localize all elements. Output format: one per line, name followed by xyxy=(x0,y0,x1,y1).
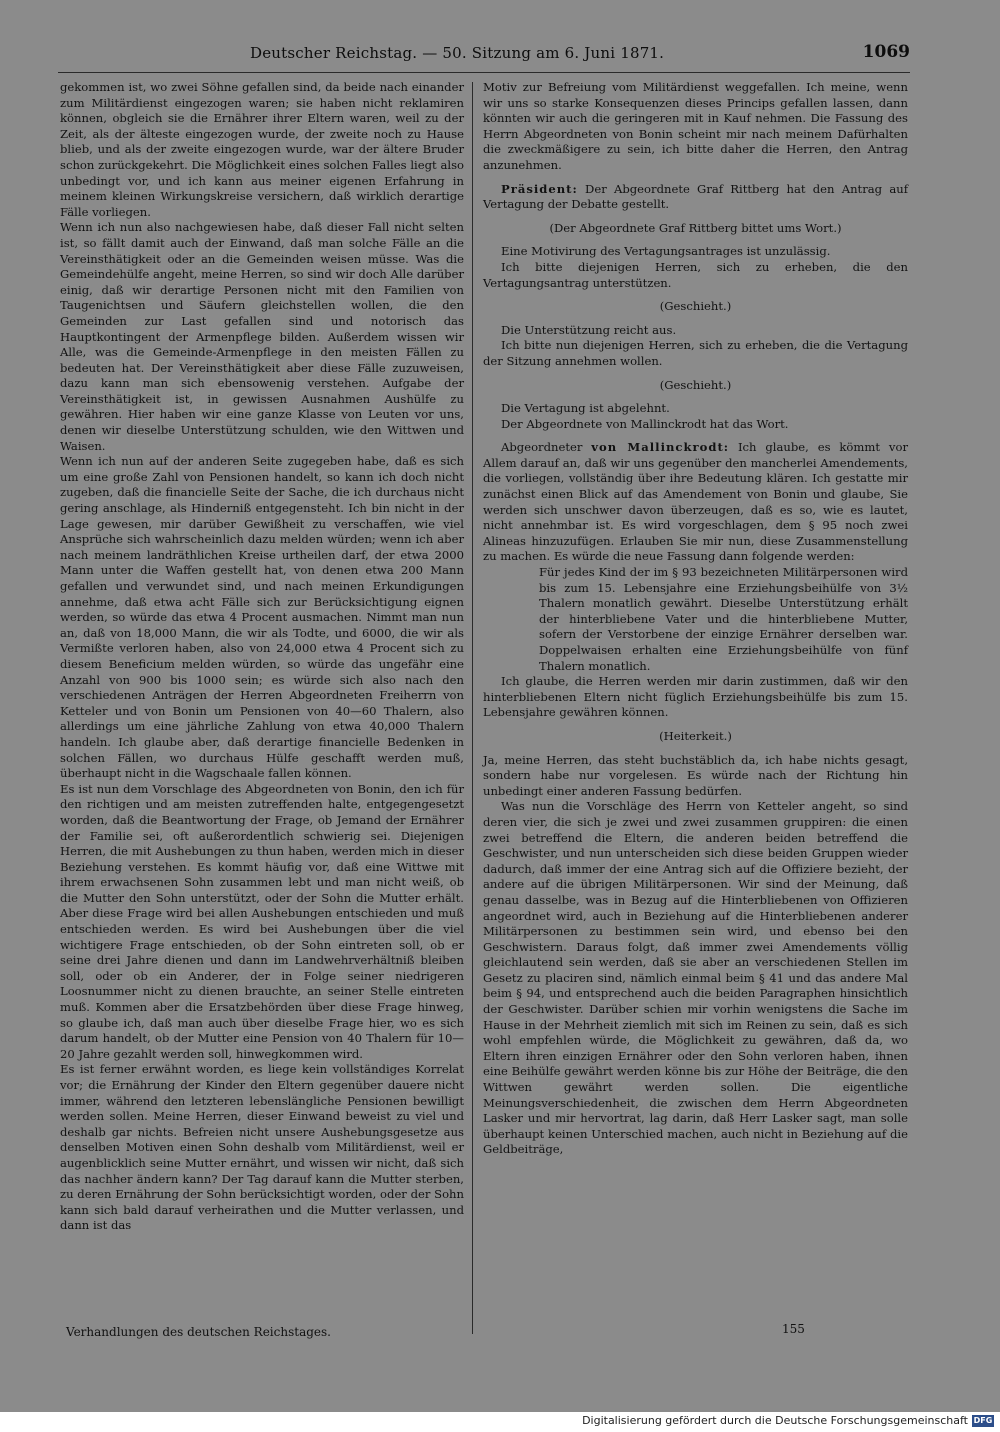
page-header xyxy=(58,42,910,66)
credit-bar xyxy=(0,1412,1000,1432)
speaker-label: Präsident: xyxy=(501,181,578,196)
paragraph: Was nun die Vorschläge des Herrn von Ketteler angeht, so sind deren vier, die sich je zwei und zwei zusammen gruppiren: die einen zwei betreffend die Eltern, die anderen beiden betreffend die Geschwister, und nun unterscheiden sich diese beiden Gruppen wieder dadurch, daß immer der eine Antrag sich auf die Offiziere bezieht, der andere auf die übrigen Militärpersonen. Wir sind der Meinung, daß genau dasselbe, was in Bezug auf die Hinterbliebenen von Offizieren angeordnet wird, auch in Beziehung auf die Hinterbliebenen anderer Militärpersonen zu bestimmen sein wird, und ebenso bei den Geschwistern. Daraus folgt, daß immer zwei Amendements völlig gleichlautend sein werden, daß sie aber an verschiedenen Stellen im Gesetz zu placiren sind, nämlich einmal beim § 41 und das andere Mal beim § 94, und entsprechend auch die beiden Paragraphen hinsichtlich der Geschwister. Darüber schien mir vorhin wenigstens die Sache im Hause in der Mehrheit ziemlich mit sich im Reinen zu sein, daß es sich wohl empfehlen würde, die Möglichkeit zu gewähren, daß da, wo Eltern ihren einzigen Ernährer oder den Sohn verloren haben, ihnen eine Beihülfe gewährt werden könne bis zur Höhe der Beiträge, die den Wittwen gewährt werden sollen. Die eigentliche Meinungsverschiedenheit, die zwischen dem Herrn Abgeordneten Lasker und mir hervortrat, lag darin, daß Herr Lasker sagt, man solle überhaupt keinen Unterschied machen, auch nicht in Beziehung auf die Geldbeiträge, xyxy=(483,799,908,1157)
credit-text: Digitalisierung gefördert durch die Deutsche Forschungsgemeinschaft xyxy=(582,1414,968,1427)
paragraph: Ja, meine Herren, das steht buchstäblich da, ich habe nichts gesagt, sondern habe nur vorgelesen. Es würde nach der Richtung hin unbedingt einer anderen Fassung bedürfen. xyxy=(483,752,908,798)
quoted-amendment: Für jedes Kind der im § 93 bezeichneten Militärpersonen wird bis zum 15. Lebensjahre eine Erziehungsbeihülfe von 3½ Thalern monatlich gewährt. Dieselbe Unterstützung erhält der hinterbliebene Vater und die hinterbliebene Mutter, sofern der Verstorbene der einzige Ernährer derselben war. Doppelwaisen erhalten eine Erziehungsbeihülfe von fünf Thalern monatlich. xyxy=(539,565,908,673)
stage-direction: (Der Abgeordnete Graf Rittberg bittet ums Wort.) xyxy=(549,220,842,235)
column-divider xyxy=(472,82,473,1334)
page-number: 1069 xyxy=(862,42,910,62)
paragraph: Die Unterstützung reicht aus. xyxy=(501,322,677,337)
stage-direction: (Geschieht.) xyxy=(659,377,732,392)
speaker-name: von Mallinckrodt: xyxy=(591,440,730,455)
paragraph: Der Abgeordnete von Mallinckrodt hat das Wort. xyxy=(501,416,789,431)
paragraph: Wenn ich nun also nachgewiesen habe, daß dieser Fall nicht selten ist, so fällt damit auch der Einwand, daß man solche Fälle an die Vereinsthätigkeit oder an die Gemeinden weisen müsse. Was die Gemeindehülfe angeht, meine Herren, so sind wir doch Alle darüber einig, daß wir derartige Personen nicht mit den Familien von Taugenichtsen und Säufern gleichstellen wollen, die den Gemeinden zur Last gefallen sind und notorisch das Hauptkontingent der Armenpflege bilden. Außerdem wissen wir Alle, was die Gemeinde-Armenpflege in den meisten Fällen zu bedeuten hat. Der Vereinsthätigkeit aber diese Fälle zuzuweisen, dazu kann man sich ebensowenig verstehen. Aufgabe der Vereinsthätigkeit ist, in gewissen Ausnahmen Aushülfe zu gewähren. Hier haben wir eine ganze Klasse von Leuten vor uns, denen wir dieselbe Unterstützung schulden, wie den Wittwen und Waisen. xyxy=(60,220,464,453)
paragraph: Ich bitte nun diejenigen Herren, sich zu erheben, die die Vertagung der Sitzung annehmen wollen. xyxy=(483,338,908,368)
paragraph: Wenn ich nun auf der anderen Seite zugegeben habe, daß es sich um eine große Zahl von Pensionen handelt, so kann ich doch nicht zugeben, daß die financielle Seite der Sache, die ich durchaus nicht gering anschlage, als Hinderniß entgegensteht. Ich bin nicht in der Lage gewesen, mir darüber Gewißheit zu verschaffen, wie viel Ansprüche sich wahrscheinlich dazu melden würden; wenn ich aber nach meinem landräthlichen Kreise urtheilen darf, der etwa 2000 Mann unter die Waffen gestellt hat, von denen etwa 200 Mann gefallen und verwundet sind, und nach meinen Erkundigungen annehme, daß etwa acht Fälle sich zur Berücksichtigung eignen werden, so würde das etwa 4 Procent ausmachen. Nimmt man nun an, daß von 18,000 Mann, die wir als Todte, und 6000, die wir als Vermißte verloren haben, also von 24,000 etwa 4 Procent sich zu diesem Beneficium melden würden, so würde das ungefähr eine Anzahl von 900 bis 1000 sein; es würde sich also nach den verschiedenen Anträgen der Herren Abgeordneten Freiherrn von Ketteler und von Bonin um Pensionen von 40—60 Thalern, also allerdings um eine jährliche Zahlung von etwa 40,000 Thalern handeln. Ich glaube aber, daß derartige financielle Bedenken in solchen Fällen, wo durchaus Hülfe geschafft werden muß, überhaupt nicht in die Wagschaale fallen können. xyxy=(60,454,464,781)
paragraph: Die Vertagung ist abgelehnt. xyxy=(501,401,670,416)
paragraph: Ich glaube, die Herren werden mir darin zustimmen, daß wir den hinterbliebenen Eltern nicht füglich Erziehungsbeihülfe bis zum 15. Lebensjahre gewähren können. xyxy=(483,674,908,720)
paragraph: Es ist nun dem Vorschlage des Abgeordneten von Bonin, den ich für den richtigen und am meisten zutreffenden halte, entgegengesetzt worden, daß die Beantwortung der Frage, ob Jemand der Ernährer der Familie sei, oft außerordentlich schwierig sei. Diejenigen Herren, die mit Aushebungen zu thun haben, werden mich in dieser Beziehung verstehen. Es kommt häufig vor, daß eine Wittwe mit ihrem erwachsenen Sohn zusammen lebt und man nicht weiß, ob die Mutter den Sohn unterstützt, oder der Sohn die Mutter erhält. Aber diese Frage wird bei allen Aushebungen entschieden und muß entschieden werden. Es wird bei Aushebungen über die viel wichtigere Frage entschieden, ob der Sohn eintreten soll, ob er seine drei Jahre dienen und dann im Landwehrverhältniß bleiben soll, oder ob ein Anderer, der in Folge seiner niedrigeren Loosnummer nicht zu dienen brauchte, an seiner Stelle eintreten muß. Kommen aber die Ersatzbehörden über diese Frage hinweg, so glaube ich, daß man auch über dieselbe Frage hier, wo es sich darum handelt, ob der Mutter eine Pension von 40 Thalern für 10—20 Jahre gezahlt werden soll, hinwegkommen wird. xyxy=(60,781,464,1061)
dfg-logo-icon: DFG xyxy=(973,1416,993,1425)
paragraph: Motiv zur Befreiung vom Militärdienst weggefallen. Ich meine, wenn wir uns so starke Konsequenzen dieses Princips gefallen lassen, dann könnten wir auch die geringeren mit in Kauf nehmen. Die Fassung des Herrn Abgeordneten von Bonin scheint mir nach meinem Dafürhalten die zweckmäßigere zu sein, ich bitte daher die Herren, den Antrag anzunehmen. xyxy=(483,80,908,172)
paragraph: gekommen ist, wo zwei Söhne gefallen sind, da beide nach einander zum Militärdienst eingezogen waren; sie haben nicht reklamiren können, obgleich sie die Ernährer ihrer Eltern waren, weil zu der Zeit, als der älteste eingezogen wurde, der zweite noch zu Hause blieb, und als der zweite eingezogen wurde, war der ältere Bruder schon zurückgekehrt. Die Möglichkeit eines solchen Falles liegt also unbedingt vor, und ich kann aus meiner eigenen Erfahrung in meinem kleinen Wirkungskreise versichern, daß wirklich derartige Fälle vorliegen. xyxy=(60,80,464,219)
right-column xyxy=(483,80,908,1158)
header-rule xyxy=(58,72,910,73)
left-column xyxy=(60,80,464,1234)
journal-footer: Verhandlungen des deutschen Reichstages. xyxy=(66,1325,331,1339)
paragraph: Es ist ferner erwähnt worden, es liege kein vollständiges Korrelat vor; die Ernährung der Kinder den Eltern gegenüber dauere nicht immer, während den letzteren lebenslängliche Pensionen bewilligt werden sollen. Meine Herren, dieser Einwand beweist zu viel und deshalb gar nichts. Befreien nicht unsere Aushebungsgesetze aus denselben Motiven einen Sohn deshalb vom Militärdienst, weil er augenblicklich seine Mutter ernährt, und wissen wir nicht, daß sich das nachher ändern kann? Der Tag darauf kann die Mutter sterben, zu deren Ernährung der Sohn berücksichtigt worden, oder der Sohn kann sich bald darauf verheirathen und die Mutter verlassen, und dann ist das xyxy=(60,1062,464,1233)
running-title: Deutscher Reichstag. — 50. Sitzung am 6. Juni 1871. xyxy=(250,44,665,62)
stage-direction: (Geschieht.) xyxy=(659,299,732,314)
speaker-paragraph xyxy=(483,440,908,565)
president-paragraph xyxy=(483,182,908,213)
stage-direction: (Heiterkeit.) xyxy=(659,728,732,743)
paragraph: Ich bitte diejenigen Herren, sich zu erheben, die den Vertagungsantrag unterstützen. xyxy=(483,259,908,290)
paragraph-text: Der Abgeordnete Graf Rittberg hat den Antrag auf Vertagung der Debatte gestellt. xyxy=(483,181,908,212)
speaker-prefix: Abgeordneter xyxy=(501,440,583,455)
sheet-signature: 155 xyxy=(782,1322,805,1336)
paragraph: Eine Motivirung des Vertagungsantrages ist unzulässig. xyxy=(501,244,831,259)
paragraph-text: Ich glaube, es kömmt vor Allem darauf an, daß wir uns gegenüber den mancherlei Amendements, die vorliegen, vollständig über ihre Bedeutung klären. Ich gestatte mir zunächst einen Blick auf das Amendement von Bonin und glaube, Sie werden sich unschwer davon überzeugen, daß es so, wie es lautet, nicht annehmbar ist. Es wird vorgeschlagen, dem § 95 noch zwei Alineas hinzuzufügen. Erlauben Sie mir nun, diese Zusammenstellung zu machen. Es würde die neue Fassung dann folgende werden: xyxy=(483,440,909,564)
